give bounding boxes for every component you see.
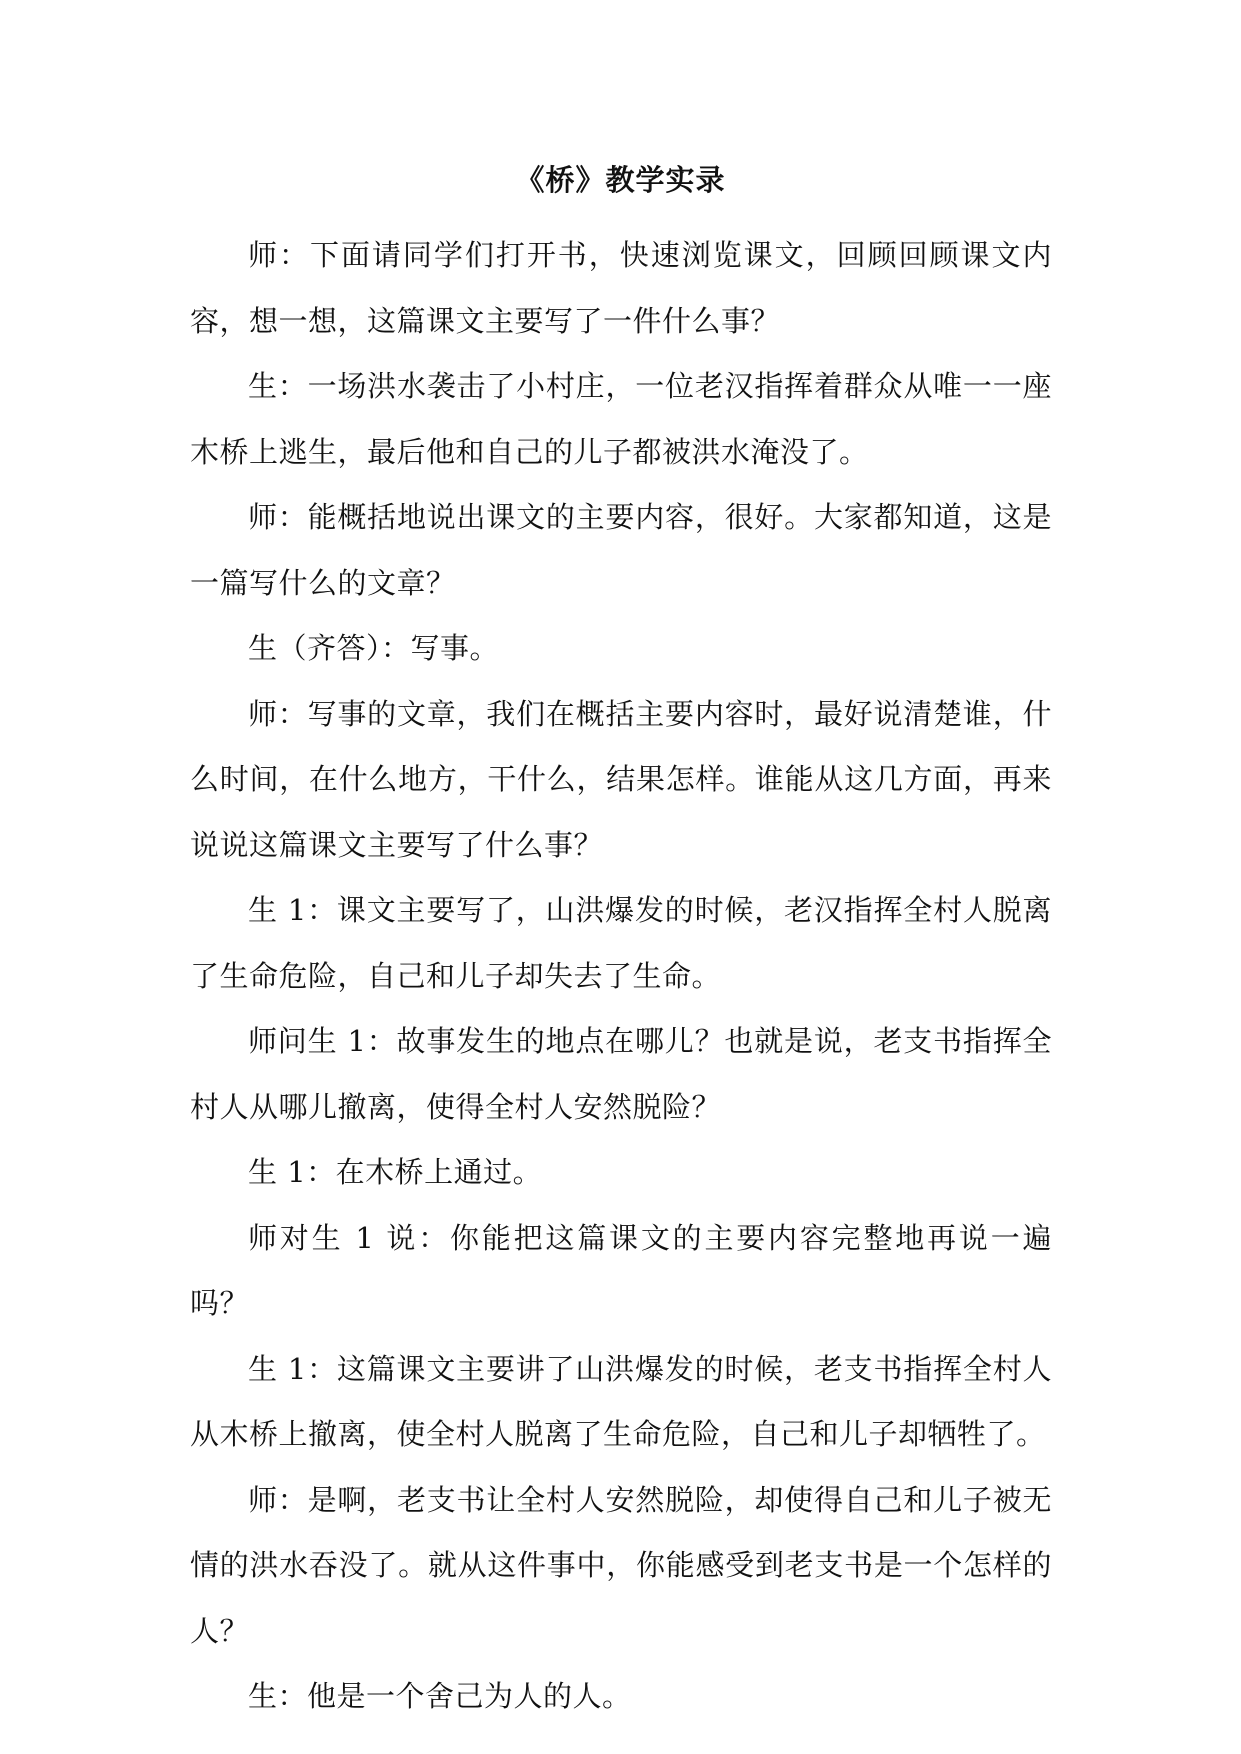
paragraph-4: 生（齐答）：写事。 (248, 631, 500, 665)
paragraph-5: 师：写事的文章，我们在概括主要内容时，最好说清楚谁，什么时间，在什么地方，干什么，结果怎样。谁能从这几方面，再来说说这篇课文主要写了什么事？ (190, 696, 1052, 862)
document-body (190, 223, 1052, 1730)
paragraph-11: 师：是啊，老支书让全村人安然脱险，却使得自己和儿子被无情的洪水吞没了。就从这件事中，你能感受到老支书是一个怎样的人？ (190, 1482, 1052, 1648)
paragraph-3: 师：能概括地说出课文的主要内容，很好。大家都知道，这是一篇写什么的文章？ (190, 500, 1052, 600)
paragraph-6: 生 1：课文主要写了，山洪爆发的时候，老汉指挥全村人脱离了生命危险，自己和儿子却失去了生命。 (190, 893, 1052, 993)
paragraph-7: 师问生 1：故事发生的地点在哪儿？也就是说，老支书指挥全村人从哪儿撤离，使得全村人安然脱险？ (190, 1024, 1052, 1124)
paragraph-1: 师：下面请同学们打开书，快速浏览课文，回顾回顾课文内容，想一想，这篇课文主要写了一件什么事？ (190, 238, 1052, 338)
paragraph-9: 师对生 1 说：你能把这篇课文的主要内容完整地再说一遍吗？ (190, 1220, 1052, 1320)
paragraph-8: 生 1：在木桥上通过。 (248, 1155, 543, 1189)
paragraph-10: 生 1：这篇课文主要讲了山洪爆发的时候，老支书指挥全村人从木桥上撤离，使全村人脱离了生命危险，自己和儿子却牺牲了。 (190, 1351, 1052, 1451)
paragraph-2: 生：一场洪水袭击了小村庄，一位老汉指挥着群众从唯一一座木桥上逃生，最后他和自己的儿子都被洪水淹没了。 (190, 369, 1052, 469)
document-title: 《桥》教学实录 (515, 163, 726, 197)
paragraph-12: 生：他是一个舍己为人的人。 (248, 1679, 632, 1713)
